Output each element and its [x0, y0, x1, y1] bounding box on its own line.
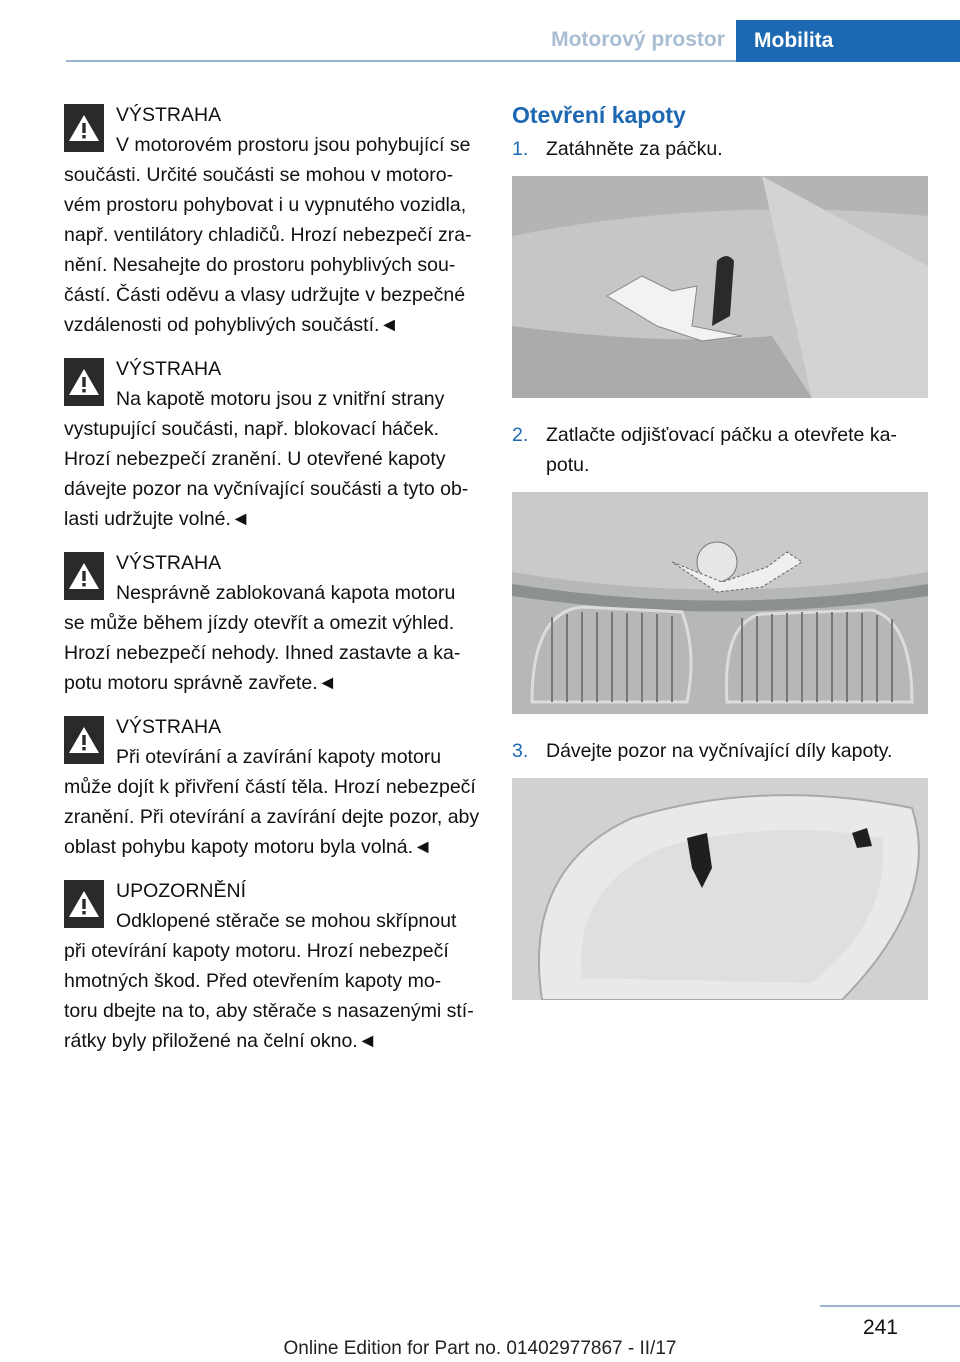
- hood-release-lever-illustration: [512, 176, 928, 398]
- warning-text: Při otevírání a zavírání kapoty motoru může dojít k přivření částí těla. Hrozí nebezpečí zranění. Při otevírání a zavírání dejte pozor, aby oblast pohybu kapoty motoru byla volná.◄: [64, 746, 480, 858]
- step-text: Zatlačte odjišťovací páčku a otevřete ka‐ potu.: [546, 424, 897, 476]
- warning-triangle-icon: [64, 716, 104, 764]
- instructions-column: [512, 100, 928, 1022]
- step-item: [512, 420, 928, 480]
- page-number-rule: [820, 1305, 960, 1307]
- warning-text: Na kapotě motoru jsou z vnitřní strany vystupující součásti, např. blokovací háček. Hrozí nebezpečí zranění. U otevřené kapoty dávejte pozor na vyčnívající součásti a tyto ob‐ lasti udržujte volné.◄: [64, 388, 469, 530]
- warning-triangle-icon: [64, 552, 104, 600]
- warning-triangle-icon: [64, 104, 104, 152]
- step-number: 3.: [512, 740, 529, 762]
- notice-block: [64, 876, 482, 1056]
- step-item: [512, 134, 928, 164]
- warning-block: [64, 100, 482, 340]
- notice-label: UPOZORNĚNÍ: [116, 880, 247, 902]
- warning-triangle-icon: [64, 880, 104, 928]
- open-hood-underside-illustration: [512, 778, 928, 1000]
- warning-label: VÝSTRAHA: [116, 104, 222, 126]
- step-number: 1.: [512, 138, 529, 160]
- footer-edition: Online Edition for Part no. 01402977867 - II/17: [283, 1338, 677, 1359]
- warning-label: VÝSTRAHA: [116, 552, 222, 574]
- page-number: 241: [862, 1316, 898, 1339]
- step-item: [512, 736, 928, 766]
- header-section[interactable]: Motorový prostor: [551, 28, 725, 51]
- warning-triangle-icon: [64, 358, 104, 406]
- warning-label: VÝSTRAHA: [116, 716, 222, 738]
- section-title: Otevření kapoty: [512, 102, 686, 128]
- step-number: 2.: [512, 424, 529, 446]
- warning-text: V motorovém prostoru jsou pohybující se součásti. Určité součásti se mohou v motoro‐ vém prostoru pohybovat i u vypnutého vozidla, např. ventilátory chladičů. Hrozí nebezpečí zra‐ nění. Nesahejte do prostoru pohyblivých sou‐ částí. Části oděvu a vlasy udržujte v bezpečné vzdálenosti od pohyblivých součástí.◄: [64, 134, 472, 336]
- step-text: Zatáhněte za páčku.: [546, 138, 723, 160]
- step-text: Dávejte pozor na vyčnívající díly kapoty.: [546, 740, 893, 762]
- header-chapter-tab[interactable]: Mobilita: [736, 20, 960, 62]
- warning-text: Nesprávně zablokovaná kapota motoru se může během jízdy otevřít a omezit výhled. Hrozí nebezpečí nehody. Ihned zastavte a ka‐ potu motoru správně zavřete.◄: [64, 582, 461, 694]
- warning-block: [64, 712, 482, 862]
- warnings-column: [64, 100, 482, 1070]
- grille-lever-illustration: [512, 492, 928, 714]
- warning-label: VÝSTRAHA: [116, 358, 222, 380]
- warning-block: [64, 354, 482, 534]
- warning-block: [64, 548, 482, 698]
- notice-text: Odklopené stěrače se mohou skřípnout při otevírání kapoty motoru. Hrozí nebezpečí hmotných škod. Před otevřením kapoty mo‐ toru dbejte na to, aby stěrače s nasazenými stí‐ rátky byly přiložené na čelní okno.◄: [64, 910, 474, 1052]
